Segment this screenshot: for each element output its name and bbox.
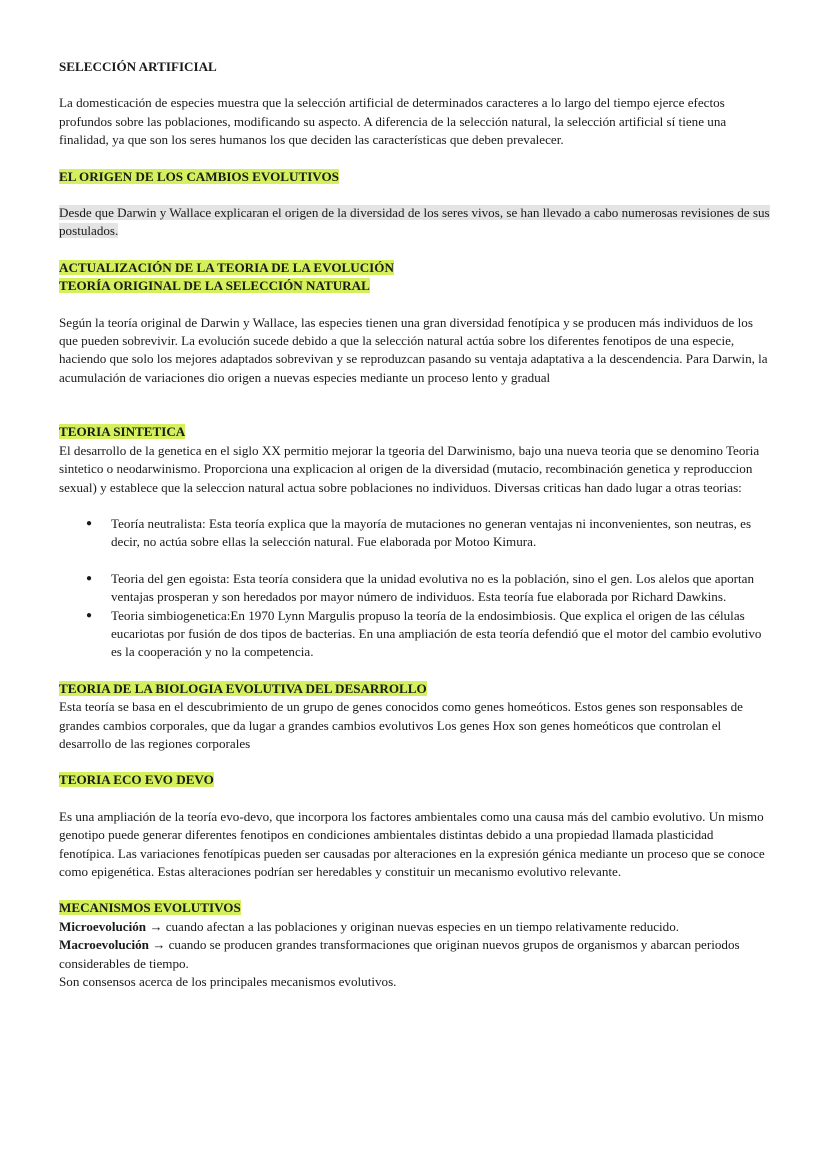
bullet-icon: ●: [86, 572, 93, 584]
heading-actualizacion: ACTUALIZACIÓN DE LA TEORIA DE LA EVOLUCIÓN: [59, 259, 394, 275]
ecoevodevo-paragraph: Es una ampliación de la teoría evo-devo, que incorpora los factores ambientales como una causa más del cambio evolutivo. Un mismo genotipo puede generar diferentes fenotipos en condiciones ambientales distintas debido a una propiedad llamada plasticidad fenotípica. Las variaciones fenotípicas pueden ser causadas por alteraciones en la expresión génica mediante un proceso que se conoce como epigenética. Estas alteraciones podrían ser heredables y constituir un mecanismo evolutivo relevante.: [59, 808, 765, 879]
document-page: [59, 58, 771, 991]
sintetica-paragraph: El desarrollo de la genetica en el siglo XX permitio mejorar la tgeoria del Darwinismo, bajo una nueva teoria que se denomino Teoria sintetico o neodarwinismo. Proporciona una explicacion al origen de la diversidad (mutacio, recombinación genetica y reproduccion sexual) y establece que la seleccion natural actua sobre poblaciones no individuos. Diversas criticas han dado lugar a otras teorias:: [59, 442, 760, 495]
closing-line: Son consensos acerca de los principales mecanismos evolutivos.: [59, 974, 397, 990]
list-item-text: Teoria del gen egoista: Esta teoría considera que la unidad evolutiva no es la población, sino el gen. Los alelos que aportan ventajas prosperan y son heredados por mayor número de individuos. Esta teoría fue elaborada por Richard Dawkins.: [111, 570, 755, 605]
list-item: [59, 515, 771, 552]
bullet-icon: ●: [86, 517, 93, 529]
heading-sintetica: TEORIA SINTETICA: [59, 424, 186, 440]
macro-label: Macroevolución: [59, 937, 149, 953]
list-item-text: Teoría neutralista: Esta teoría explica que la mayoría de mutaciones no generan ventajas ni inconvenientes, son neutras, es decir, no actúa sobre ellas la selección natural. Fue elaborada por Motoo Kimura.: [111, 515, 752, 550]
micro-line: [59, 918, 771, 936]
heading-biologia: TEORIA DE LA BIOLOGIA EVOLUTIVA DEL DESARROLLO: [59, 680, 427, 696]
bullet-icon: ●: [86, 609, 93, 621]
heading-mecanismos: MECANISMOS EVOLUTIVOS: [59, 900, 241, 916]
heading-ecoevodevo: TEORIA ECO EVO DEVO: [59, 772, 214, 788]
micro-text: → cuando afectan a las poblaciones y originan nuevas especies en un tiempo relativamente reducido.: [146, 918, 680, 934]
list-item-text: Teoria simbiogenetica:En 1970 Lynn Margulis propuso la teoría de la endosimbiosis. Que explica el origen de las células eucariotas por fusión de dos tipos de bacterias. En una ampliación de esta teoría defendió que el motor del cambio evolutivo es la cooperación y no la competencia.: [111, 607, 762, 660]
intro-paragraph: La domesticación de especies muestra que la selección artificial de determinados caracteres a lo largo del tiempo ejerce efectos profundos sobre las poblaciones, modificando su aspecto. A diferencia de la selección natural, la selección artificial sí tiene una finalidad, ya que son los seres humanos los que deciden las características que deben prevalecer.: [59, 95, 727, 148]
biologia-paragraph: Esta teoría se basa en el descubrimiento de un grupo de genes conocidos como genes homeóticos. Estos genes son responsables de grandes cambios corporales, que da lugar a grandes cambios evolutivos Los genes Hox son genes homeóticos que controlan el desarrollo de las regiones corporales: [59, 699, 743, 751]
heading-teoria-original: TEORÍA ORIGINAL DE LA SELECCIÓN NATURAL: [59, 278, 370, 294]
list-item: [59, 570, 771, 607]
heading-origen: EL ORIGEN DE LOS CAMBIOS EVOLUTIVOS: [59, 168, 339, 184]
origen-paragraph: Desde que Darwin y Wallace explicaran el origen de la diversidad de los seres vivos, se han llevado a cabo numerosas revisiones de sus postulados.: [59, 205, 770, 239]
teorias-list: [59, 515, 771, 662]
macro-text: → cuando se producen grandes transformaciones que originan nuevos grupos de organismos y abarcan periodos considerables de tiempo.: [59, 937, 740, 971]
micro-label: Microevolución: [59, 918, 147, 934]
macro-line: [59, 936, 771, 973]
page-title: SELECCIÓN ARTIFICIAL: [59, 59, 217, 74]
list-item: [59, 607, 771, 662]
teoria-original-paragraph: Según la teoría original de Darwin y Wallace, las especies tienen una gran diversidad fenotípica y se producen más individuos de los que pueden sobrevivir. La evolución sucede debido a que la selección natural actúa sobre los diferentes fenotipos de una especie, haciendo que solo los mejores adaptados sobrevivan y se reproduzcan pasando su ventaja adaptativa a la descendencia. Para Darwin, la acumulación de variaciones dio origen a nuevas especies mediante un proceso lento y gradual: [59, 314, 768, 385]
